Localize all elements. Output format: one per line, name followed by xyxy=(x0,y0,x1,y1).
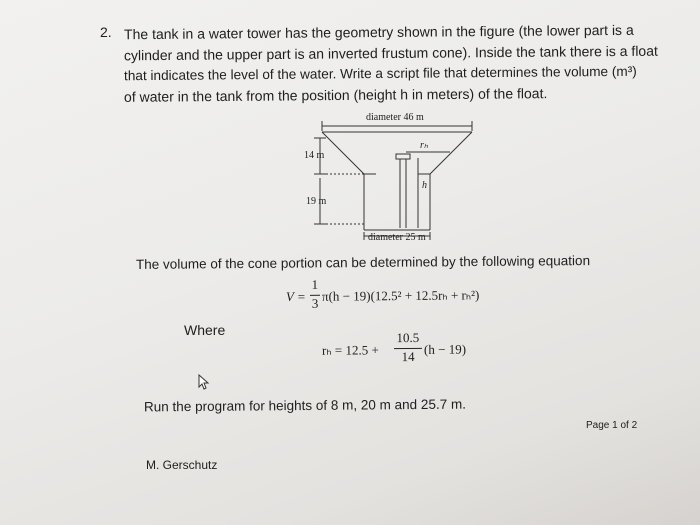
question-line-3: that indicates the level of the water. Write a script file that determines the volume (m³) xyxy=(123,63,637,84)
where-label: Where xyxy=(184,322,226,338)
question-line-2: cylinder and the upper part is an inverted frustum cone). Inside the tank there is a float xyxy=(123,42,658,64)
volume-equation xyxy=(286,275,526,317)
tank-figure xyxy=(300,108,490,244)
cone-height-label: 14 m xyxy=(304,150,325,161)
rh-lhs: rₕ = 12.5 + xyxy=(321,342,379,358)
rh-rhs: (h − 19) xyxy=(423,341,467,357)
volume-frac-num: 1 xyxy=(311,276,319,292)
volume-rhs: π(h − 19)(12.5² + 12.5rₕ + rₕ²) xyxy=(321,287,480,304)
bottom-diameter-label: diameter 25 m xyxy=(368,232,426,243)
cone-description: The volume of the cone portion can be determined by the following equation xyxy=(135,253,591,272)
h-label: h xyxy=(422,180,427,191)
rh-frac-den: 14 xyxy=(401,348,415,365)
question-line-4: of water in the tank from the position (height h in meters) of the float. xyxy=(123,85,548,105)
author-name: M. Gerschutz xyxy=(146,458,218,472)
volume-frac-den: 3 xyxy=(311,295,319,311)
top-diameter-label: diameter 46 m xyxy=(366,112,424,123)
question-number: 2. xyxy=(100,24,112,40)
volume-lhs: V = xyxy=(285,288,306,305)
question-line-1: The tank in a water tower has the geometry shown in the figure (the lower part is a xyxy=(123,21,634,43)
tank-diagram xyxy=(300,108,490,244)
rh-equation xyxy=(322,329,502,371)
run-instruction: Run the program for heights of 8 m, 20 m and 25.7 m. xyxy=(143,396,466,415)
page-number: Page 1 of 2 xyxy=(586,420,638,431)
mouse-cursor-icon xyxy=(198,374,210,390)
cylinder-height-label: 19 m xyxy=(306,196,327,207)
rh-label: rₕ xyxy=(420,140,428,151)
rh-frac-num: 10.5 xyxy=(396,329,420,346)
